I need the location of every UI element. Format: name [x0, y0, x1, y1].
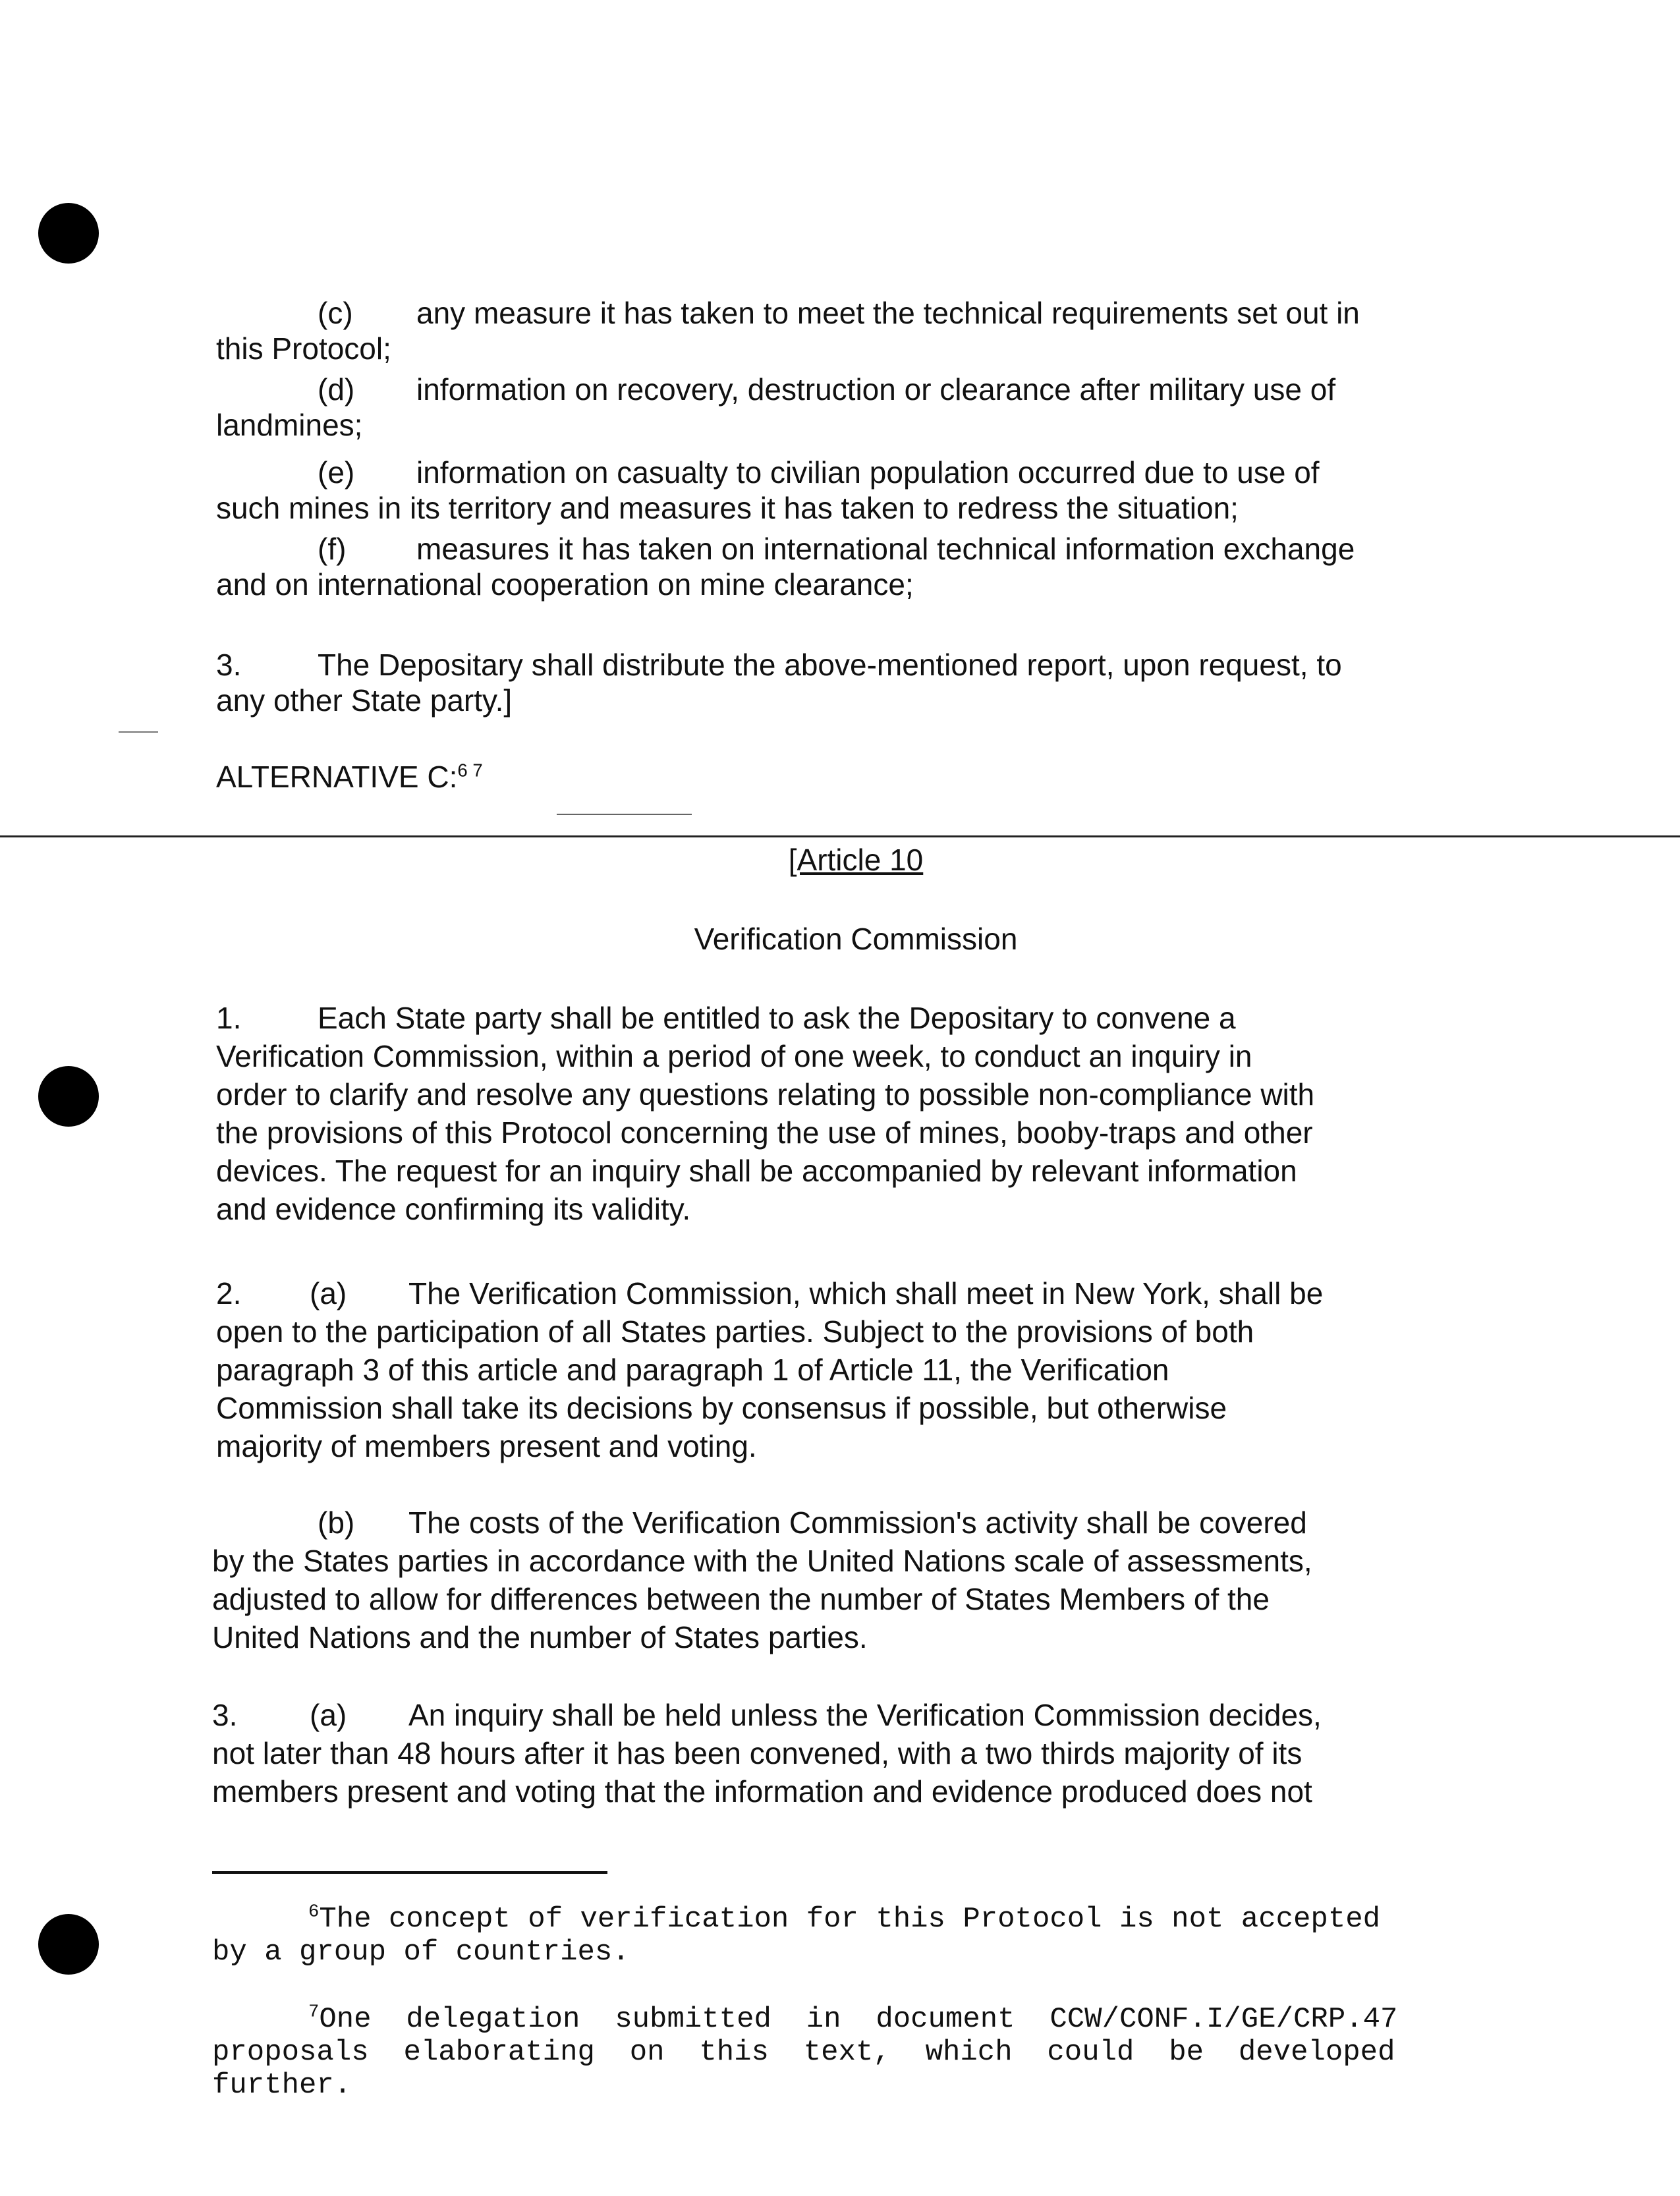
- paragraph-line1: The Depositary shall distribute the above-mentioned report, upon request, to: [318, 648, 1342, 682]
- paragraph-line3: order to clarify and resolve any questions relating to possible non-compliance with: [216, 1077, 1315, 1112]
- paragraph-line3: paragraph 3 of this article and paragraph 1 of Article 11, the Verification: [216, 1353, 1169, 1387]
- item-f-line1: measures it has taken on international technical information exchange: [416, 532, 1355, 566]
- footnote-line1: [308, 1903, 1380, 1936]
- paragraph-line4: United Nations and the number of States parties.: [212, 1620, 868, 1654]
- alternative-label: ALTERNATIVE C:: [216, 760, 458, 794]
- item-d-label: (d): [318, 372, 355, 407]
- article-title-wrap: [0, 841, 1680, 879]
- alternative-footnote-refs: 6 7: [457, 760, 483, 781]
- paragraph-number: 3.: [216, 648, 242, 682]
- footnote-line2: proposals elaborating on this text, which could be developed: [212, 2036, 1395, 2069]
- paragraph-line4: the provisions of this Protocol concerning the use of mines, booby-traps and other: [216, 1115, 1313, 1150]
- punch-hole-bottom: [38, 1914, 99, 1975]
- punch-hole-top: [38, 203, 99, 264]
- paragraph-line3: adjusted to allow for differences between the number of States Members of the: [212, 1582, 1270, 1616]
- footnote-text: One delegation submitted in document CCW/CONF.I/GE/CRP.47: [319, 2003, 1398, 2036]
- item-f-line2: and on international cooperation on mine clearance;: [216, 567, 914, 602]
- subparagraph-label: (a): [310, 1698, 347, 1732]
- footnote-mark: 6: [308, 1901, 320, 1923]
- margin-dash: [119, 731, 158, 733]
- subparagraph-label: (a): [310, 1276, 347, 1310]
- article-subtitle: Verification Commission: [694, 922, 1018, 956]
- item-d-line2: landmines;: [216, 408, 363, 442]
- paragraph-line1: An inquiry shall be held unless the Verification Commission decides,: [408, 1698, 1322, 1732]
- paragraph-line2: by the States parties in accordance with the United Nations scale of assessments,: [212, 1544, 1312, 1578]
- item-e-label: (e): [318, 455, 355, 490]
- paragraph-line2: any other State party.]: [216, 683, 513, 718]
- footnote-line1: [308, 2003, 1397, 2036]
- paragraph-line6: and evidence confirming its validity.: [216, 1192, 691, 1226]
- footnote-separator: [212, 1871, 607, 1874]
- paragraph-line1: The Verification Commission, which shall meet in New York, shall be: [408, 1276, 1324, 1310]
- short-rule: [557, 814, 692, 815]
- paragraph-number: 1.: [216, 1001, 242, 1035]
- paragraph-line3: members present and voting that the information and evidence produced does not: [212, 1774, 1312, 1809]
- item-c-line1: any measure it has taken to meet the technical requirements set out in: [416, 296, 1360, 330]
- page-divider: [0, 835, 1680, 837]
- footnote-line2: by a group of countries.: [212, 1936, 630, 1969]
- paragraph-line1: Each State party shall be entitled to ask the Depositary to convene a: [318, 1001, 1236, 1035]
- paragraph-line4: Commission shall take its decisions by consensus if possible, but otherwise: [216, 1391, 1227, 1425]
- item-d-line1: information on recovery, destruction or clearance after military use of: [416, 372, 1336, 407]
- paragraph-line5: devices. The request for an inquiry shall be accompanied by relevant information: [216, 1154, 1297, 1188]
- paragraph-line5: majority of members present and voting.: [216, 1429, 757, 1463]
- alternative-heading: [216, 758, 483, 796]
- article-title: [Article 10: [788, 843, 924, 877]
- item-c-label: (c): [318, 296, 353, 330]
- paragraph-line2: open to the participation of all States parties. Subject to the provisions of both: [216, 1314, 1254, 1349]
- footnote-line3: further.: [212, 2069, 352, 2102]
- item-f-label: (f): [318, 532, 347, 566]
- paragraph-number: 3.: [212, 1698, 238, 1732]
- paragraph-line2: not later than 48 hours after it has been convened, with a two thirds majority of its: [212, 1736, 1302, 1770]
- item-e-line1: information on casualty to civilian population occurred due to use of: [416, 455, 1320, 490]
- punch-hole-middle: [38, 1066, 99, 1127]
- paragraph-line1: The costs of the Verification Commission's activity shall be covered: [408, 1506, 1307, 1540]
- paragraph-number: 2.: [216, 1276, 242, 1310]
- subparagraph-label: (b): [318, 1506, 355, 1540]
- item-e-line2: such mines in its territory and measures it has taken to redress the situation;: [216, 491, 1239, 525]
- footnote-text: The concept of verification for this Protocol is not accepted: [319, 1903, 1381, 1936]
- footnote-mark: 7: [308, 2002, 320, 2023]
- item-c-line2: this Protocol;: [216, 331, 391, 366]
- paragraph-line2: Verification Commission, within a period of one week, to conduct an inquiry in: [216, 1039, 1252, 1073]
